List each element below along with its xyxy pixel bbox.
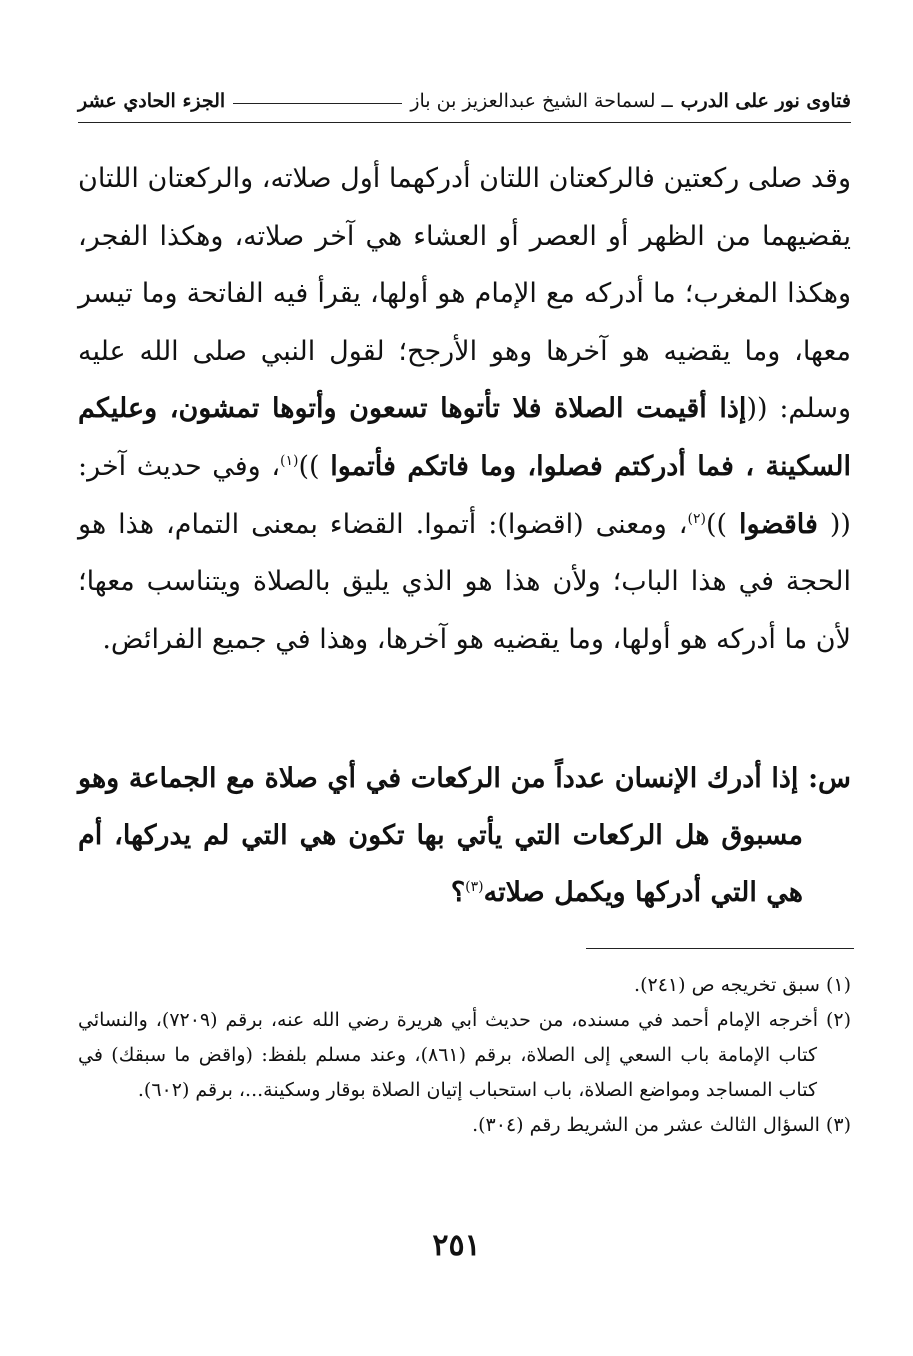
quote-close-2: ))	[705, 508, 728, 540]
footnote-separator	[586, 948, 854, 949]
footnote-1: (١) سبق تخريجه ص (٢٤١).	[634, 974, 851, 996]
footnote-ref-3: (٣)	[465, 879, 484, 895]
book-series-title: فتاوى نور على الدرب	[680, 90, 851, 112]
volume-title: الجزء الحادي عشر	[78, 90, 226, 112]
question-block	[78, 750, 851, 921]
footnote-ref-1: (١)	[280, 452, 299, 469]
footnote-ref-2: (٢)	[687, 510, 706, 527]
footnote-2: (٢) أخرجه الإمام أحمد في مسنده، من حديث أبي هريرة رضي الله عنه، برقم (٧٢٠٩)، والنسائي كتاب الإمامة باب السعي إلى الصلاة، برقم (٨٦١)، وعند مسلم بلفظ: (واقض ما سبقك) في كتاب المساجد ومواضع الصلاة، باب استحباب إتيان الصلاة بوقار وسكينة...، برقم (٦٠٢).	[78, 1009, 851, 1101]
running-header	[78, 86, 851, 116]
footnotes	[78, 968, 851, 1143]
answer-paragraph	[78, 150, 851, 668]
answer-intro-text: وقد صلى ركعتين فالركعتان اللتان أدركهما أول صلاته، والركعتان اللتان يقضيهما من الظهر أو العصر أو العشاء هي آخر صلاته، وهكذا الفجر، وهكذا المغرب؛ ما أدركه مع الإمام هو أولها، يقرأ فيه الفاتحة وما تيسر معها، وما يقضيه هو آخرها وهو الأرجح؛ لقول النبي صلى الله عليه وسلم: ((	[78, 163, 851, 425]
hadith-quote-1: إذا أقيمت الصلاة فلا تأتوها تسعون وأتوها تمشون، وعليكم السكينة ، فما أدركتم فصلوا، وما فاتكم فأتموا	[78, 393, 851, 482]
page-number: ٢٥١	[432, 1228, 481, 1263]
author-name: ــ لسماحة الشيخ عبدالعزيز بن باز	[410, 90, 673, 112]
quote-close-1: ))	[298, 450, 320, 482]
question-text: س: إذا أدرك الإنسان عدداً من الركعات في أي صلاة مع الجماعة وهو مسبوق هل الركعات التي يأتي بها تكون هي التي لم يدركها، أم هي التي أدركها ويكمل صلاته	[78, 763, 851, 908]
footnote-3: (٣) السؤال الثالث عشر من الشريط رقم (٣٠٤).	[472, 1114, 851, 1136]
question-mark: ؟	[450, 877, 466, 908]
answer-mid-text: ، وفي حديث آخر: ((	[78, 450, 851, 540]
header-underline	[78, 122, 851, 123]
header-dash-rule	[233, 103, 402, 104]
answer-body	[78, 150, 851, 668]
answer-rest-text: ، ومعنى (اقضوا): أتموا. القضاء بمعنى التمام، هذا هو الحجة في هذا الباب؛ ولأن هذا هو الذي يليق بالصلاة ويتناسب معها؛ لأن ما أدركه هو أولها، وما يقضيه هو آخرها، وهذا في جميع الفرائض.	[78, 508, 851, 655]
hadith-quote-2: فاقضوا	[739, 508, 818, 540]
